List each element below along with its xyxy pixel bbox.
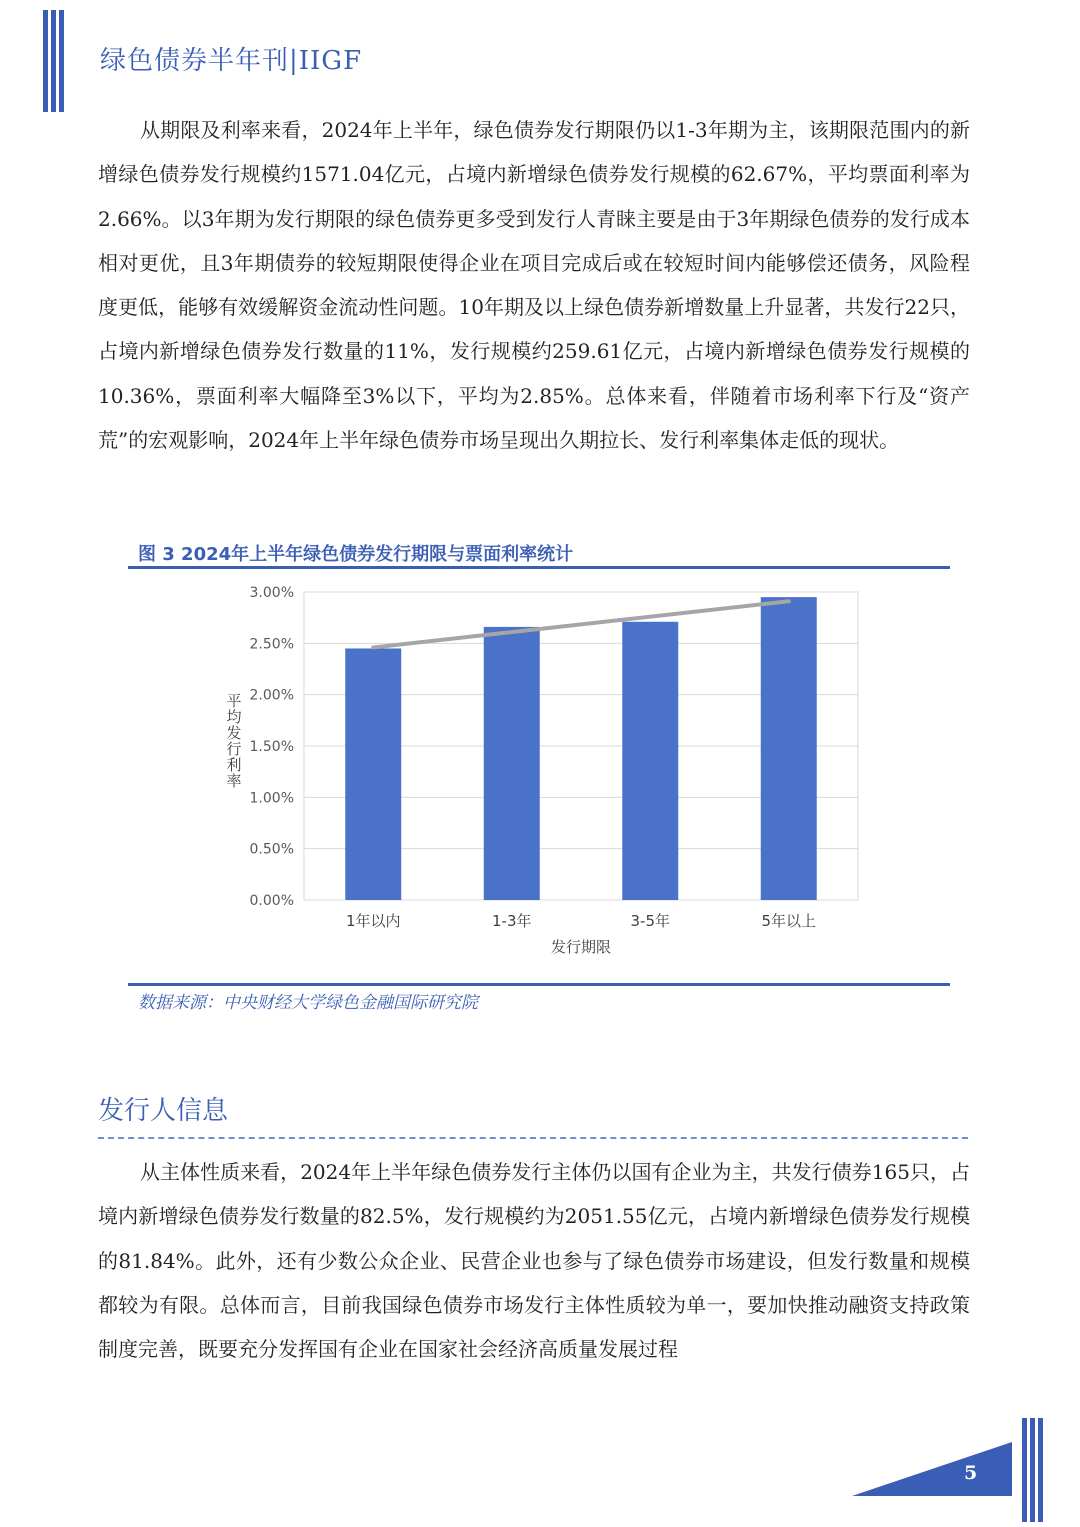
x-tick-label: 5年以上 bbox=[761, 912, 817, 930]
x-tick-label: 1年以内 bbox=[345, 912, 401, 930]
bar bbox=[345, 648, 401, 900]
bar bbox=[484, 627, 540, 900]
figure-bottom-rule bbox=[128, 983, 950, 986]
page-number: 5 bbox=[964, 1462, 978, 1484]
footer-triangle bbox=[852, 1440, 1014, 1500]
bar bbox=[622, 622, 678, 900]
x-tick-label: 3-5年 bbox=[630, 912, 670, 930]
footer-bar-3 bbox=[1038, 1418, 1043, 1522]
y-tick-label: 2.00% bbox=[249, 687, 294, 704]
y-tick-label: 2.50% bbox=[249, 636, 294, 653]
header-bar-1 bbox=[43, 10, 48, 112]
y-axis-label bbox=[226, 692, 241, 790]
y-tick-label: 1.00% bbox=[249, 790, 294, 807]
figure-top-rule bbox=[128, 566, 950, 569]
y-tick-labels bbox=[250, 585, 294, 909]
header-bar-2 bbox=[51, 10, 56, 112]
y-tick-label: 3.00% bbox=[249, 585, 294, 601]
bar bbox=[761, 597, 817, 900]
footer-bar-1 bbox=[1022, 1418, 1027, 1522]
x-axis-label: 发行期限 bbox=[550, 938, 612, 956]
figure-source: 数据来源：中央财经大学绿色金融国际研究院 bbox=[138, 993, 478, 1013]
section-title: 发行人信息 bbox=[98, 1096, 229, 1126]
header-title: 绿色债券半年刊|IIGF bbox=[100, 46, 363, 76]
y-axis-label-text: 平均发行利率 bbox=[226, 692, 242, 790]
y-tick-label: 1.50% bbox=[249, 739, 294, 755]
section-divider bbox=[98, 1137, 968, 1139]
paragraph-term-rate: 从期限及利率来看，2024年上半年，绿色债券发行期限仍以1-3年期为主，该期限范围内的新增绿色债券发行规模约1571.04亿元，占境内新增绿色债券发行规模的62.67%，平均票面利率为2.66%。以3年期为发行期限的绿色债券更多受到发行人青睐主要是由于3年期绿色债券的发行成本相对更优，且3年期债券的较短期限使得企业在项目完成后或在较短时间内能够偿还债务，风险程度更低，能够有效缓解资金流动性问题。10年期及以上绿色债券新增数量上升显著，共发行22只，占境内新增绿色债券发行数量的11%，发行规模约259.61亿元，占境内新增绿色债券发行规模的10.36%，票面利率大幅降至3%以下，平均为2.85%。总体来看，伴随着市场利率下行及“资产荒”的宏观影响，2024年上半年绿色债券市场呈现出久期拉长、发行利率集体走低的现状。 bbox=[98, 118, 970, 453]
x-tick-label: 1-3年 bbox=[492, 912, 532, 930]
header-bar-3 bbox=[59, 10, 64, 112]
bond-rate-chart bbox=[220, 575, 870, 965]
footer-bar-2 bbox=[1030, 1418, 1035, 1522]
y-tick-label: 0.00% bbox=[249, 893, 294, 909]
paragraph-issuer: 从主体性质来看，2024年上半年绿色债券发行主体仍以国有企业为主，共发行债券165只，占境内新增绿色债券发行数量的82.5%，发行规模约为2051.55亿元，占境内新增绿色债券发行规模的81.84%。此外，还有少数公众企业、民营企业也参与了绿色债券市场建设，但发行数量和规模都较为有限。总体而言，目前我国绿色债券市场发行主体性质较为单一，要加快推动融资支持政策制度完善，既要充分发挥国有企业在国家社会经济高质量发展过程 bbox=[98, 1160, 970, 1362]
y-tick-label: 0.50% bbox=[249, 841, 294, 858]
figure-caption: 图 3 2024年上半年绿色债券发行期限与票面利率统计 bbox=[138, 544, 574, 565]
x-tick-labels bbox=[346, 912, 816, 930]
